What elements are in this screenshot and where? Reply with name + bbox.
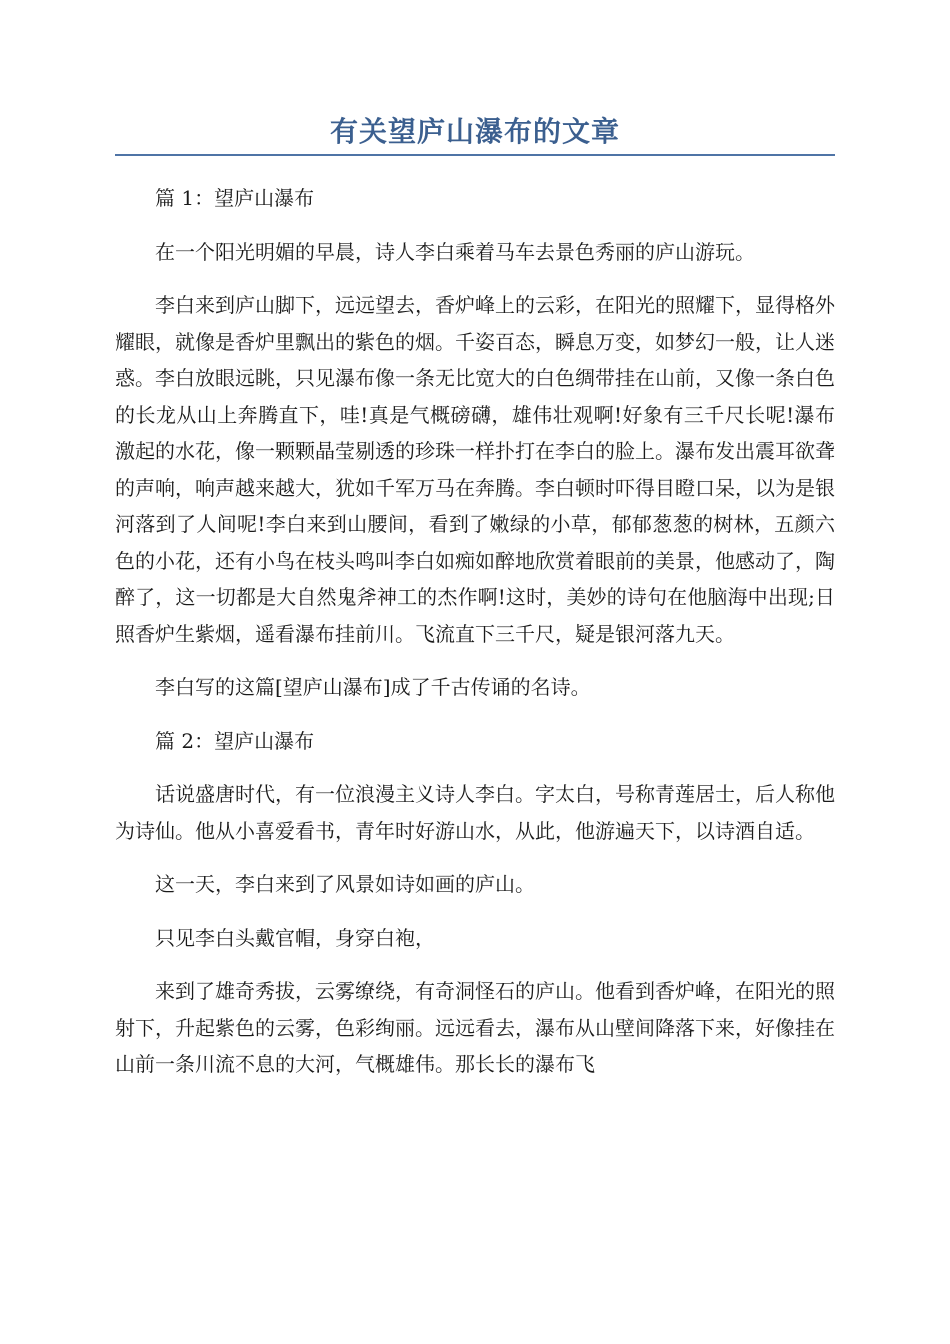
paragraph: 在一个阳光明媚的早晨，诗人李白乘着马车去景色秀丽的庐山游玩。	[155, 239, 755, 264]
paragraph: 这一天，李白来到了风景如诗如画的庐山。	[155, 872, 535, 896]
paragraph: 只见李白头戴官帽，身穿白袍，	[155, 925, 435, 950]
paragraph: 李白写的这篇[望庐山瀑布]成了千古传诵的名诗。	[155, 675, 591, 699]
paragraph: 李白来到庐山脚下，远远望去，香炉峰上的云彩，在阳光的照耀下，显得格外耀眼，就像是香炉里飘出的紫色的烟。千姿百态，瞬息万变，如梦幻一般，让人迷惑。李白放眼远眺，只见瀑布像一条无比宽大的白色绸带挂在山前，又像一条白色的长龙从山上奔腾直下，哇!真是气概磅礴，雄伟壮观啊!好象有三千尺长呢!瀑布激起的水花，像一颗颗晶莹剔透的珍珠一样扑打在李白的脸上。瀑布发出震耳欲聋的声响，响声越来越大，犹如千军万马在奔腾。李白顿时吓得目瞪口呆，以为是银河落到了人间呢!李白来到山腰间，看到了嫩绿的小草，郁郁葱葱的树林，五颜六色的小花，还有小鸟在枝头鸣叫李白如痴如醉地欣赏着眼前的美景，他感动了，陶醉了，这一切都是大自然鬼斧神工的杰作啊!这时，美妙的诗句在他脑海中出现;日照香炉生紫烟，遥看瀑布挂前川。飞流直下三千尺，疑是银河落九天。	[115, 293, 835, 646]
document-title: 有关望庐山瀑布的文章	[115, 112, 835, 156]
section-heading-1: 篇 1：望庐山瀑布	[155, 186, 315, 210]
section-heading-2: 篇 2：望庐山瀑布	[155, 728, 315, 753]
paragraph: 话说盛唐时代，有一位浪漫主义诗人李白。字太白，号称青莲居士，后人称他为诗仙。他从小喜爱看书，青年时好游山水，从此，他游遍天下，以诗酒自适。	[115, 782, 835, 843]
document-page	[115, 0, 835, 1100]
document-body	[115, 180, 835, 1083]
paragraph: 来到了雄奇秀拔，云雾缭绕，有奇洞怪石的庐山。他看到香炉峰，在阳光的照射下，升起紫色的云雾，色彩绚丽。远远看去，瀑布从山壁间降落下来，好像挂在山前一条川流不息的大河，气概雄伟。那长长的瀑布飞	[115, 979, 835, 1076]
